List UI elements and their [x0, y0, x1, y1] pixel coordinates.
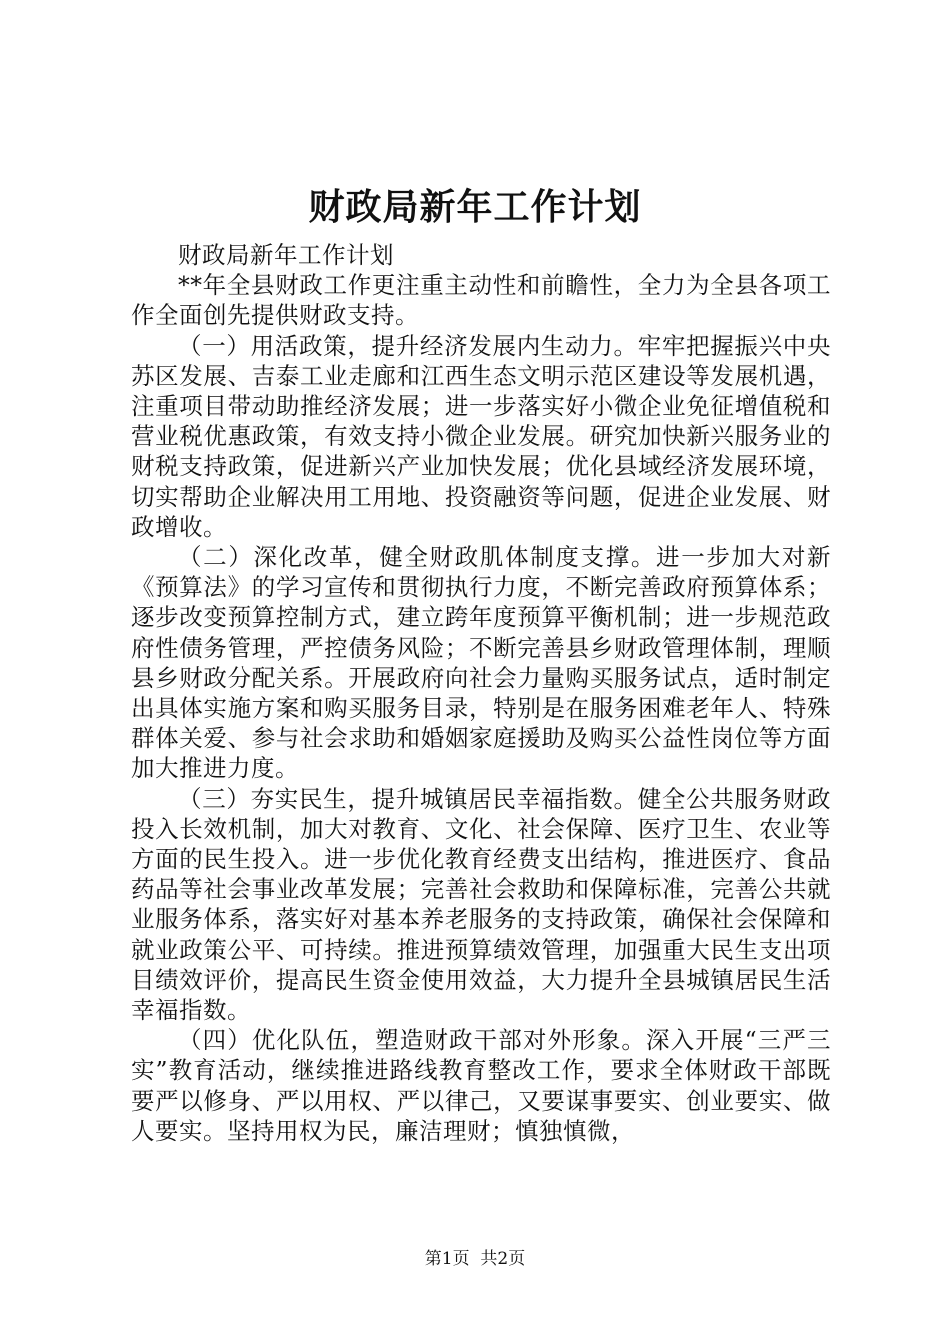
page-number: 第1页 共2页: [424, 1249, 526, 1269]
document-title: 财政局新年工作计划: [308, 186, 642, 228]
paragraph-intro: **年全县财政工作更注重主动性和前瞻性，全力为全县各项工作全面创先提供财政支持。: [131, 271, 831, 330]
paragraph-section-3: （三）夯实民生，提升城镇居民幸福指数。健全公共服务财政投入长效机制，加大对教育、文化、社会保障、医疗卫生、农业等方面的民生投入。进一步优化教育经费支出结构，推进医疗、食品药品等社会事业改革发展；完善社会救助和保障标准，完善公共就业服务体系，落实好对基本养老服务的支持政策，确保社会保障和就业政策公平、可持续。推进预算绩效管理，加强重大民生支出项目绩效评价，提高民生资金使用效益，大力提升全县城镇居民生活幸福指数。: [131, 784, 831, 1025]
document-body: [131, 240, 831, 1146]
paragraph-section-4: （四）优化队伍，塑造财政干部对外形象。深入开展“三严三实”教育活动，继续推进路线教育整改工作，要求全体财政干部既要严以修身、严以用权、严以律己，又要谋事要实、创业要实、做人要实。坚持用权为民，廉洁理财；慎独慎微，: [131, 1026, 831, 1145]
paragraph-section-1: （一）用活政策，提升经济发展内生动力。牢牢把握振兴中央苏区发展、吉泰工业走廊和江西生态文明示范区建设等发展机遇，注重项目带动助推经济发展；进一步落实好小微企业免征增值税和营业税优惠政策，有效支持小微企业发展。研究加快新兴服务业的财税支持政策，促进新兴产业加快发展；优化县域经济发展环境，切实帮助企业解决用工用地、投资融资等问题，促进企业发展、财政增收。: [131, 331, 831, 541]
document-subtitle: 财政局新年工作计划: [178, 241, 394, 269]
page-footer: [0, 1248, 950, 1270]
paragraph-section-2: （二）深化改革，健全财政肌体制度支撑。进一步加大对新《预算法》的学习宣传和贯彻执行力度，不断完善政府预算体系；逐步改变预算控制方式，建立跨年度预算平衡机制；进一步规范政府性债务管理，严控债务风险；不断完善县乡财政管理体制，理顺县乡财政分配关系。开展政府向社会力量购买服务试点，适时制定出具体实施方案和购买服务目录，特别是在服务困难老年人、特殊群体关爱、参与社会求助和婚姻家庭援助及购买公益性岗位等方面加大推进力度。: [131, 543, 831, 783]
